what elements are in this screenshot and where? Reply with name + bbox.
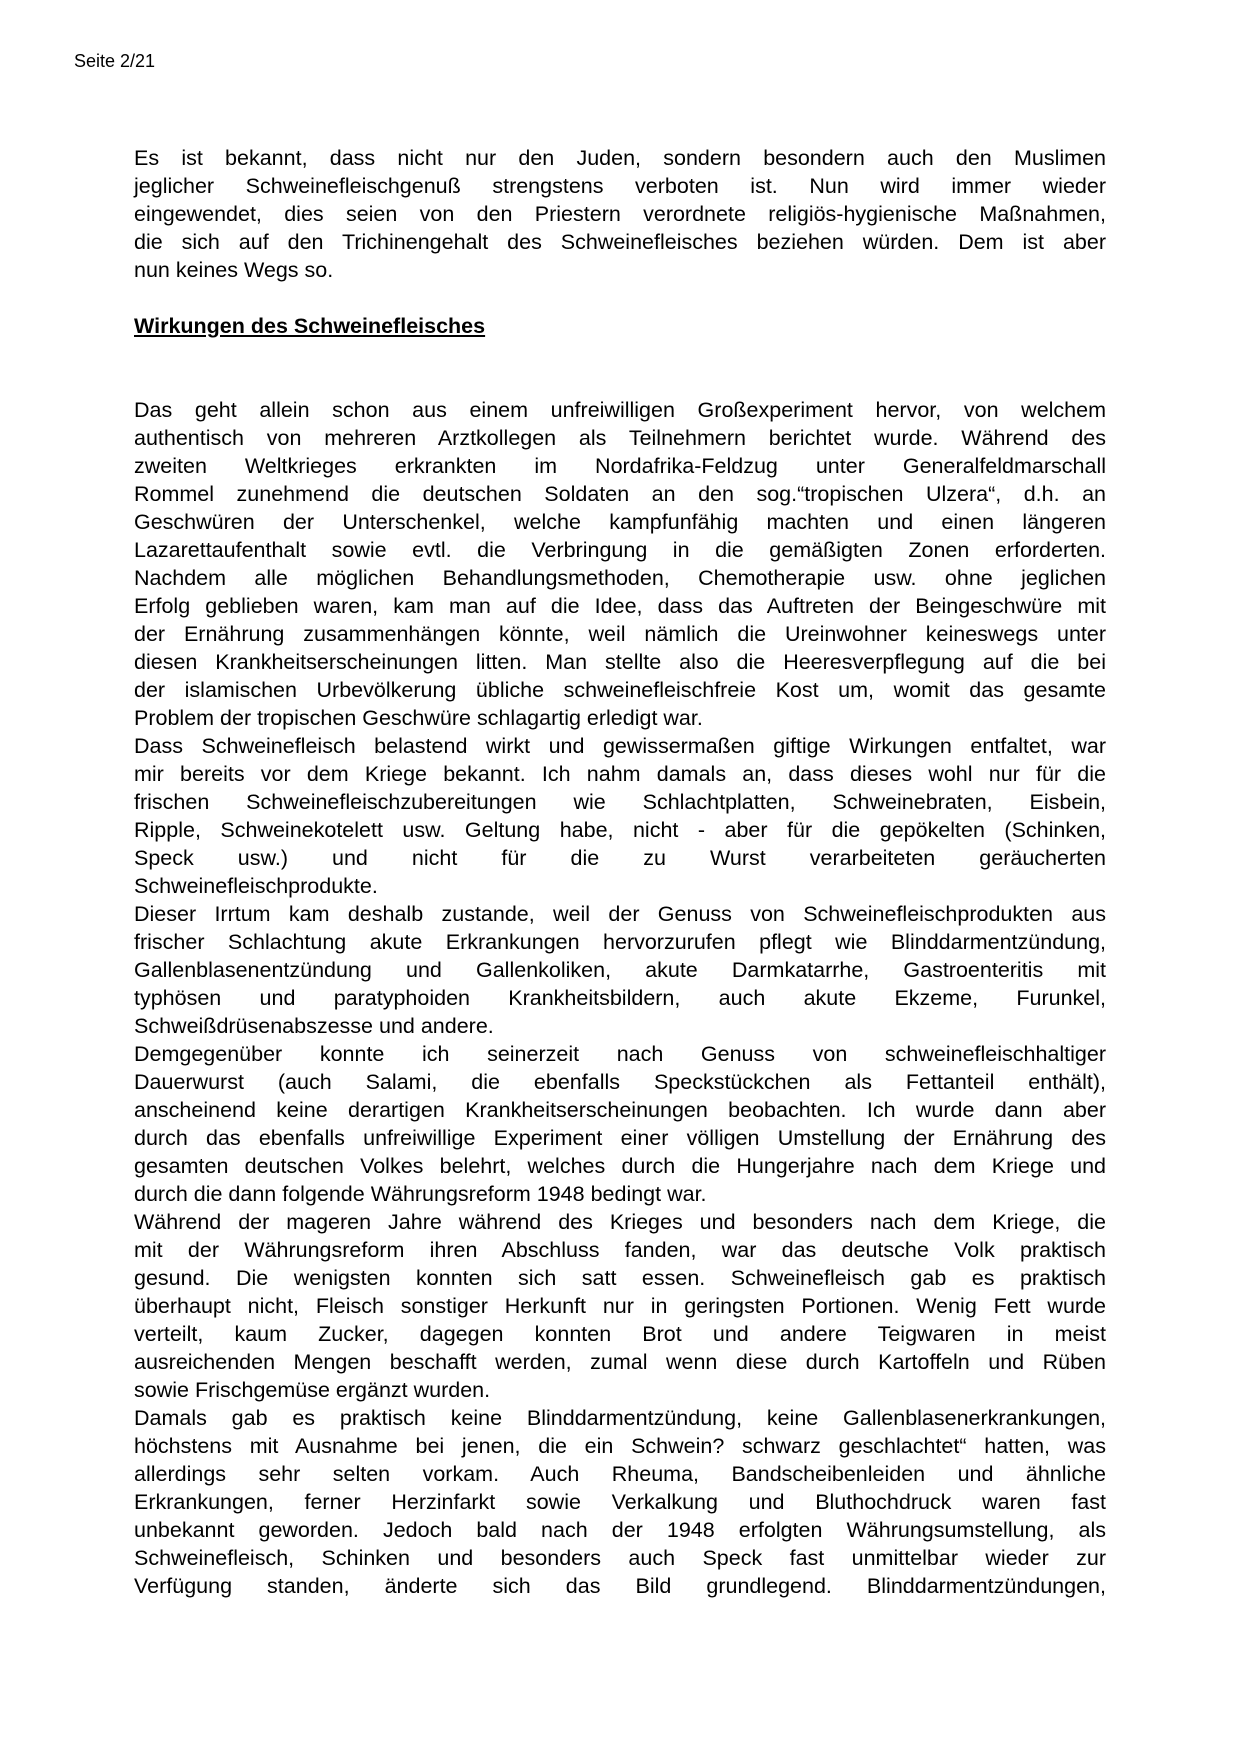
text-line: zweiten Weltkrieges erkrankten im Nordafrika-Feldzug unter Generalfeldmarschall — [134, 454, 1106, 478]
text-line: Rommel zunehmend die deutschen Soldaten an den sog.“tropischen Ulzera“, d.h. an — [134, 482, 1106, 506]
text-line: Problem der tropischen Geschwüre schlagartig erledigt war. — [134, 706, 703, 730]
section-heading: Wirkungen des Schweinefleisches — [134, 314, 486, 338]
text-line: allerdings sehr selten vorkam. Auch Rheuma, Bandscheibenleiden und ähnliche — [134, 1462, 1106, 1486]
text-line: Dauerwurst (auch Salami, die ebenfalls Speckstückchen als Fettanteil enthält), — [134, 1070, 1106, 1094]
text-line: Es ist bekannt, dass nicht nur den Juden, sondern besondern auch den Muslimen — [134, 146, 1106, 170]
text-line: eingewendet, dies seien von den Priestern verordnete religiös-hygienische Maßnahmen, — [134, 202, 1106, 226]
text-line: frischen Schweinefleischzubereitungen wie Schlachtplatten, Schweinebraten, Eisbein, — [134, 790, 1106, 814]
text-line: Schweinefleisch, Schinken und besonders auch Speck fast unmittelbar wieder zur — [134, 1546, 1106, 1570]
text-line: Ripple, Schweinekotelett usw. Geltung habe, nicht - aber für die gepökelten (Schinken, — [134, 818, 1106, 842]
text-line: Das geht allein schon aus einem unfreiwilligen Großexperiment hervor, von welchem — [134, 398, 1106, 422]
paragraph-1 — [134, 396, 1106, 732]
text-line: Nachdem alle möglichen Behandlungsmethoden, Chemotherapie usw. ohne jeglichen — [134, 566, 1106, 590]
text-line: unbekannt geworden. Jedoch bald nach der 1948 erfolgten Währungsumstellung, als — [134, 1518, 1106, 1542]
text-line: gesund. Die wenigsten konnten sich satt essen. Schweinefleisch gab es praktisch — [134, 1266, 1106, 1290]
text-line: Während der mageren Jahre während des Krieges und besonders nach dem Kriege, die — [134, 1210, 1106, 1234]
paragraph-6 — [134, 1404, 1106, 1600]
text-line: mit der Währungsreform ihren Abschluss fanden, war das deutsche Volk praktisch — [134, 1238, 1106, 1262]
text-line: Damals gab es praktisch keine Blinddarmentzündung, keine Gallenblasenerkrankungen, — [134, 1406, 1106, 1430]
text-line: Speck usw.) und nicht für die zu Wurst verarbeiteten geräucherten — [134, 846, 1106, 870]
paragraph-5 — [134, 1208, 1106, 1404]
intro-paragraph — [134, 144, 1106, 284]
text-line: der Ernährung zusammenhängen könnte, weil nämlich die Ureinwohner keineswegs unter — [134, 622, 1106, 646]
document-body — [134, 144, 1106, 1600]
text-line: Dass Schweinefleisch belastend wirkt und gewissermaßen giftige Wirkungen entfaltet, war — [134, 734, 1106, 758]
paragraph-4 — [134, 1040, 1106, 1208]
text-line: diesen Krankheitserscheinungen litten. Man stellte also die Heeresverpflegung auf die bei — [134, 650, 1106, 674]
paragraph-2 — [134, 732, 1106, 900]
text-line: ausreichenden Mengen beschafft werden, zumal wenn diese durch Kartoffeln und Rüben — [134, 1350, 1106, 1374]
text-line: höchstens mit Ausnahme bei jenen, die ein Schwein? schwarz geschlachtet“ hatten, was — [134, 1434, 1106, 1458]
text-line: Geschwüren der Unterschenkel, welche kampfunfähig machten und einen längeren — [134, 510, 1106, 534]
text-line: Erkrankungen, ferner Herzinfarkt sowie Verkalkung und Bluthochdruck waren fast — [134, 1490, 1106, 1514]
text-line: Demgegenüber konnte ich seinerzeit nach Genuss von schweinefleischhaltiger — [134, 1042, 1106, 1066]
text-line: Verfügung standen, änderte sich das Bild grundlegend. Blinddarmentzündungen, — [134, 1574, 1106, 1598]
text-line: sowie Frischgemüse ergänzt wurden. — [134, 1378, 491, 1402]
text-line: Erfolg geblieben waren, kam man auf die Idee, dass das Auftreten der Beingeschwüre mit — [134, 594, 1106, 618]
text-line: verteilt, kaum Zucker, dagegen konnten Brot und andere Teigwaren in meist — [134, 1322, 1106, 1346]
text-line: die sich auf den Trichinengehalt des Schweinefleisches beziehen würden. Dem ist aber — [134, 230, 1106, 254]
text-line: typhösen und paratyphoiden Krankheitsbildern, auch akute Ekzeme, Furunkel, — [134, 986, 1106, 1010]
text-line: jeglicher Schweinefleischgenuß strengstens verboten ist. Nun wird immer wieder — [134, 174, 1106, 198]
paragraph-3 — [134, 900, 1106, 1040]
text-line: Lazarettaufenthalt sowie evtl. die Verbringung in die gemäßigten Zonen erforderten. — [134, 538, 1106, 562]
text-line: authentisch von mehreren Arztkollegen als Teilnehmern berichtet wurde. Während des — [134, 426, 1106, 450]
text-line: mir bereits vor dem Kriege bekannt. Ich nahm damals an, dass dieses wohl nur für die — [134, 762, 1106, 786]
text-line: der islamischen Urbevölkerung übliche schweinefleischfreie Kost um, womit das gesamte — [134, 678, 1106, 702]
text-line: Schweinefleischprodukte. — [134, 874, 378, 898]
text-line: durch die dann folgende Währungsreform 1948 bedingt war. — [134, 1182, 707, 1206]
text-line: durch das ebenfalls unfreiwillige Experiment einer völligen Umstellung der Ernährung des — [134, 1126, 1106, 1150]
text-line: nun keines Wegs so. — [134, 258, 334, 282]
text-line: gesamten deutschen Volkes belehrt, welches durch die Hungerjahre nach dem Kriege und — [134, 1154, 1106, 1178]
text-line: überhaupt nicht, Fleisch sonstiger Herkunft nur in geringsten Portionen. Wenig Fett wurde — [134, 1294, 1106, 1318]
text-line: frischer Schlachtung akute Erkrankungen hervorzurufen pflegt wie Blinddarmentzündung, — [134, 930, 1106, 954]
text-line: Schweißdrüsenabszesse und andere. — [134, 1014, 494, 1038]
text-line: anscheinend keine derartigen Krankheitserscheinungen beobachten. Ich wurde dann aber — [134, 1098, 1106, 1122]
text-line: Dieser Irrtum kam deshalb zustande, weil der Genuss von Schweinefleischprodukten aus — [134, 902, 1106, 926]
page-number: Seite 2/21 — [74, 51, 156, 71]
text-line: Gallenblasenentzündung und Gallenkoliken, akute Darmkatarrhe, Gastroenteritis mit — [134, 958, 1106, 982]
